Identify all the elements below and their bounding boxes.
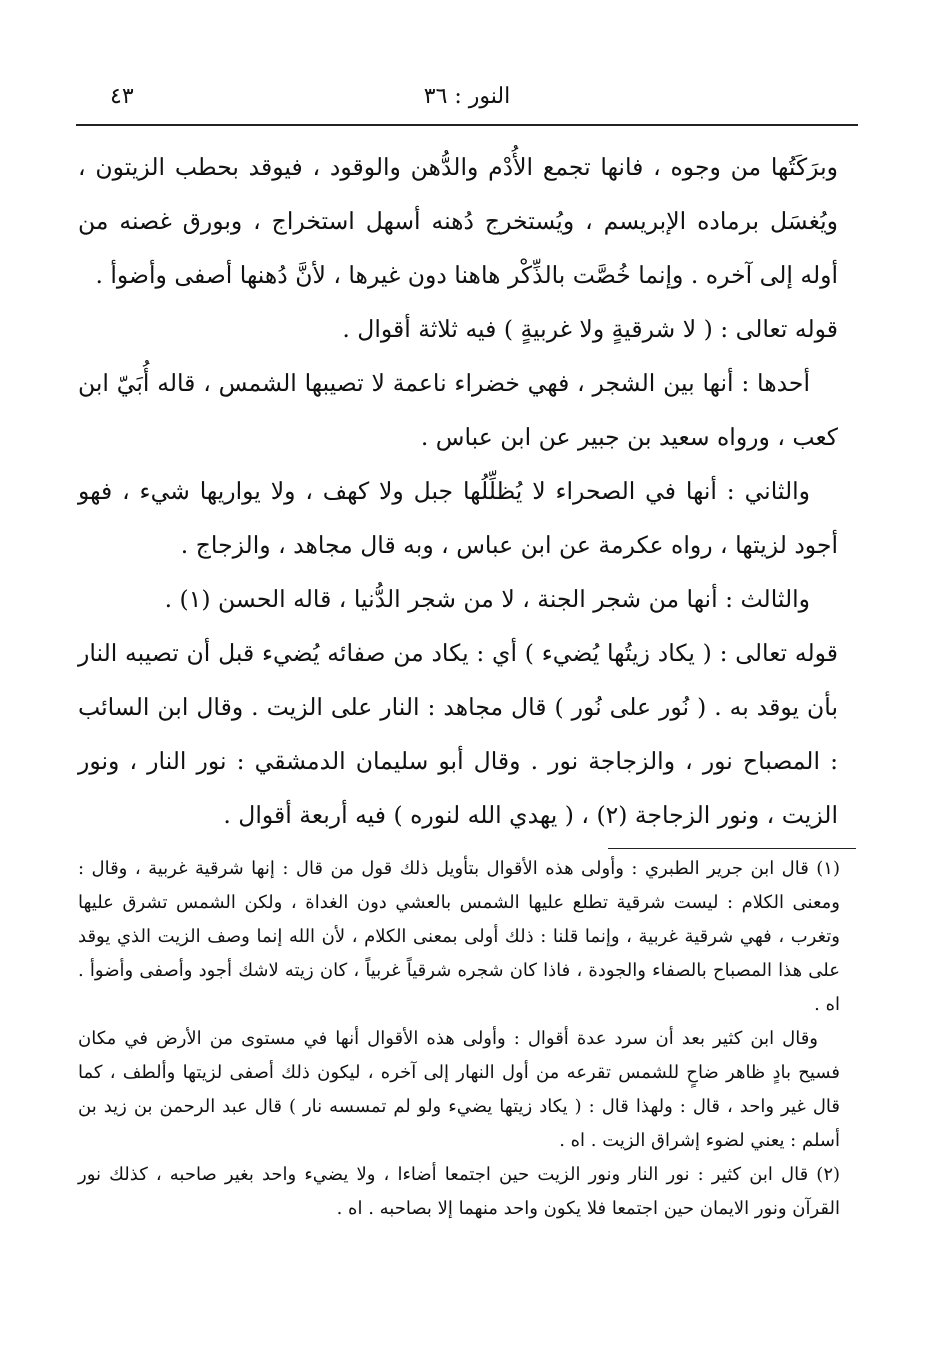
footnotes	[78, 852, 840, 1226]
body-paragraph: والثالث : أنها من شجر الجنة ، لا من شجر الدُّنيا ، قاله الحسن (١) .	[164, 585, 810, 613]
page-number: ٤٣	[110, 84, 134, 109]
footnote-separator	[608, 848, 856, 849]
body-paragraph: أحدها : أنها بين الشجر ، فهي خضراء ناعمة لا تصيبها الشمس ، قاله أُبَيّ ابن كعب ، ورواه سعيد بن جبير عن ابن عباس .	[78, 369, 838, 451]
body-paragraph: وبرَكَتُها من وجوه ، فانها تجمع الأُدْم والدُّهن والوقود ، فيوقد بحطب الزيتون ، ويُغسَل برماده الإبريسم ، ويُستخرج دُهنه أسهل استخراج ، وبورق غصنه من أوله إلى آخره . وإنما خُصَّت بالذِّكْر هاهنا دون غيرها ، لأنَّ دُهنها أصفى وأضوأ .	[78, 153, 838, 289]
footnote-paragraph: (١) قال ابن جرير الطبري : وأولى هذه الأقوال بتأويل ذلك قول من قال : إنها شرقية غربية ، وقال : ومعنى الكلام : ليست شرقية تطلع عليها الشمس بالعشي دون الغداة ، ولكن الشمس تشرق عليها وتغرب ، فهي شرقية غربية ، وإنما قلنا : ذلك أولى بمعنى الكلام ، لأن الله إنما وصف الزيت الذي يوقد على هذا المصباح بالصفاء والجودة ، فاذا كان شجره شرقياً غربياً ، كان زيته لاشك أجود وأصفى وأضوأ . اه .	[78, 858, 840, 1015]
header-rule	[76, 124, 858, 126]
body-paragraph: والثاني : أنها في الصحراء لا يُظلِّلُها جبل ولا كهف ، ولا يواريها شيء ، فهو أجود لزيتها ، رواه عكرمة عن ابن عباس ، وبه قال مجاهد ، والزجاج .	[78, 477, 838, 559]
main-text	[78, 140, 838, 842]
body-paragraph: قوله تعالى : ( لا شرقيةٍ ولا غربيةٍ ) فيه ثلاثة أقوال .	[342, 315, 838, 343]
running-header	[0, 84, 934, 124]
surah-verse-heading: النور : ٣٦	[423, 84, 511, 109]
footnote-paragraph: وقال ابن كثير بعد أن سرد عدة أقوال : وأولى هذه الأقوال أنها في مستوى من الأرض في مكان فسيح بادٍ ظاهر ضاحٍ للشمس تقرعه من أول النهار إلى آخره ، ليكون ذلك أصفى لزيتها وألطف ، كما قال غير واحد ، قال : ولهذا قال : ( يكاد زيتها يضيء ولو لم تمسسه نار ) قال عبد الرحمن بن زيد بن أسلم : يعني لضوء إشراق الزيت . اه .	[78, 1028, 840, 1151]
body-paragraph: قوله تعالى : ( يكاد زيتُها يُضيء ) أي : يكاد من صفائه يُضيء قبل أن تصيبه النار بأن يوقد به . ( نُور على نُور ) قال مجاهد : النار على الزيت . وقال ابن السائب : المصباح نور ، والزجاجة نور . وقال أبو سليمان الدمشقي : نور النار ، ونور الزيت ، ونور الزجاجة (٢) ، ( يهدي الله لنوره ) فيه أربعة أقوال .	[78, 639, 838, 829]
footnote-paragraph: (٢) قال ابن كثير : نور النار ونور الزيت حين اجتمعا أضاءا ، ولا يضيء واحد بغير صاحبه ، كذلك نور القرآن ونور الايمان حين اجتمعا فلا يكون واحد منهما إلا بصاحبه . اه .	[78, 1164, 841, 1219]
